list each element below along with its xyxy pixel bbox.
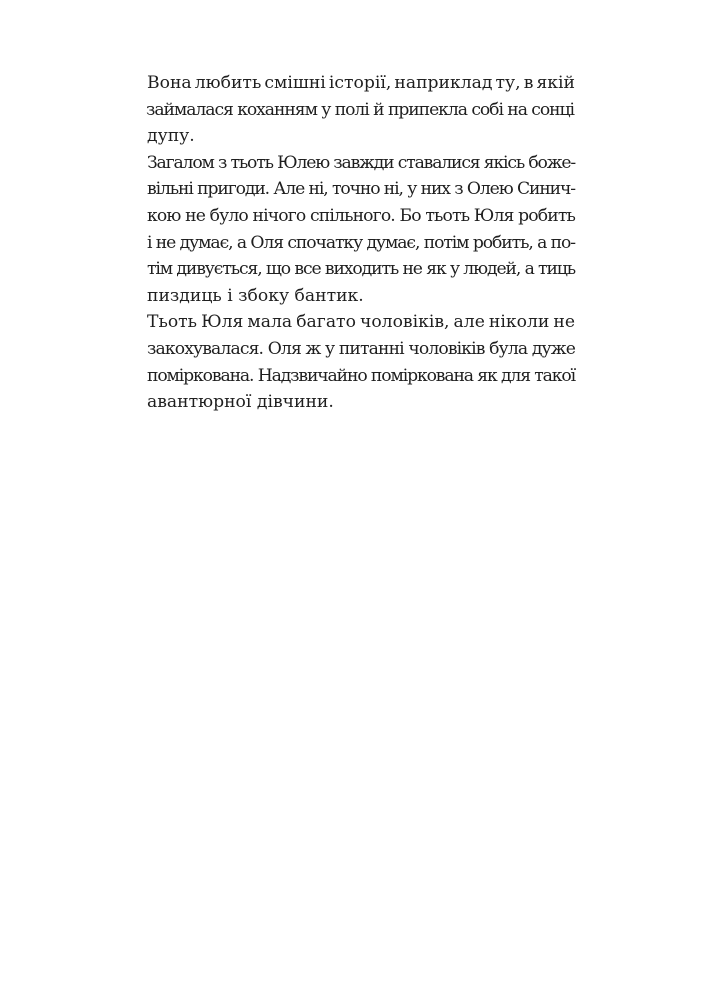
text-line: авантюрної дівчини. (147, 392, 334, 413)
body-text (147, 70, 575, 416)
text-line: кою не було нічого спільного. Бо тьоть Юля робить (147, 205, 575, 226)
text-line: Тьоть Юля мала багато чоловіків, але ніколи не (147, 312, 575, 333)
text-line: вільні пригоди. Але ні, точно ні, у них з Олею Синич- (147, 179, 575, 200)
text-line: Вона любить смішні історії, наприклад ту, в якій (147, 73, 575, 93)
text-line: дупу. (147, 126, 195, 147)
text-line: пиздиць і збоку бантик. (147, 285, 364, 306)
text-line: тім дивується, що все виходить не як у людей, а тиць (147, 259, 575, 280)
text-line: і не думає, а Оля спочатку думає, потім робить, а по- (147, 232, 575, 253)
text-line: займалася коханням у полі й припекла собі на сонці (146, 99, 574, 120)
text-line: закохувалася. Оля ж у питанні чоловіків була дуже (147, 338, 575, 359)
text-line: поміркована. Надзвичайно поміркована як для такої (147, 365, 575, 386)
text-line: Загалом з тьоть Юлею завжди ставалися якісь боже- (147, 152, 575, 173)
